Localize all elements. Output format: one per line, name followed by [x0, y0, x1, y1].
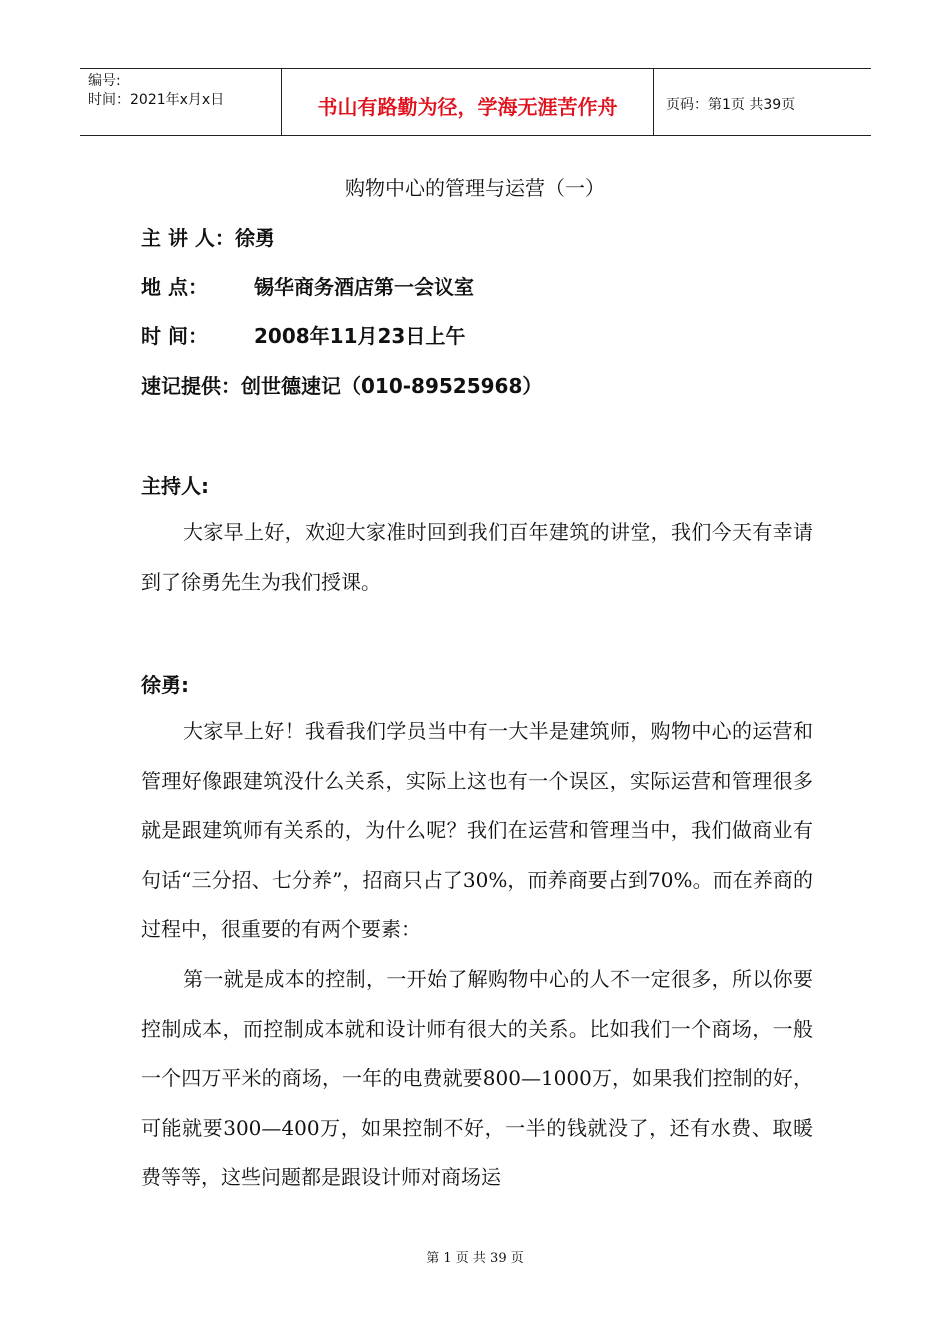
meta-record-value: 创世德速记（010-89525968）: [241, 374, 543, 398]
meta-time-label: 时 间：: [141, 324, 208, 348]
paragraph-xuyong-1: 大家早上好！我看我们学员当中有一大半是建筑师，购物中心的运营和管理好像跟建筑没什么关系，实际上这也有一个误区，实际运营和管理很多就是跟建筑师有关系的，为什么呢？我们在运营和管理当中，我们做商业有句话“三分招、七分养”，招商只占了30%，而养商要占到70%。而在养商的过程中，很重要的有两个要素：: [141, 719, 813, 941]
meta-place-value: 锡华商务酒店第一会议室: [254, 275, 474, 299]
meta-speaker-line: [141, 222, 275, 251]
header-meta-cell: [80, 69, 282, 135]
section-speaker-host: 主持人:: [141, 474, 209, 498]
header-page-info: 页码：第1页 共39页: [666, 97, 796, 113]
meta-time-line: [141, 320, 465, 349]
meta-place-label: 地 点：: [141, 275, 208, 299]
document-title: 购物中心的管理与运营（一）: [345, 176, 605, 200]
meta-place-line: [141, 271, 474, 300]
section-speaker-xuyong: 徐勇:: [141, 673, 189, 697]
page-footer: 第 1 页 共 39 页: [426, 1251, 524, 1266]
header-time-label: 时间：2021年x月x日: [88, 92, 225, 108]
meta-record-label: 速记提供：: [141, 374, 241, 398]
paragraph-host-1: 大家早上好，欢迎大家准时回到我们百年建筑的讲堂，我们今天有幸请到了徐勇先生为我们授课。: [141, 520, 813, 594]
meta-speaker-value: 徐勇: [234, 226, 275, 250]
paragraph-xuyong-2: 第一就是成本的控制，一开始了解购物中心的人不一定很多，所以你要控制成本，而控制成本就和设计师有很大的关系。比如我们一个商场，一般一个四万平米的商场，一年的电费就要800—1000万，如果我们控制的好，可能就要300—400万，如果控制不好，一半的钱就没了，还有水费、取暖费等等，这些问题都是跟设计师对商场运: [141, 967, 813, 1189]
header-number-label: 编号:: [88, 73, 121, 89]
meta-speaker-label: 主 讲 人：: [141, 226, 235, 250]
meta-time-value: 2008年11月23日上午: [254, 324, 466, 348]
header-motto: 书山有路勤为径，学海无涯苦作舟: [282, 69, 654, 135]
document-header-table: [80, 68, 871, 136]
meta-record-line: [141, 370, 542, 399]
